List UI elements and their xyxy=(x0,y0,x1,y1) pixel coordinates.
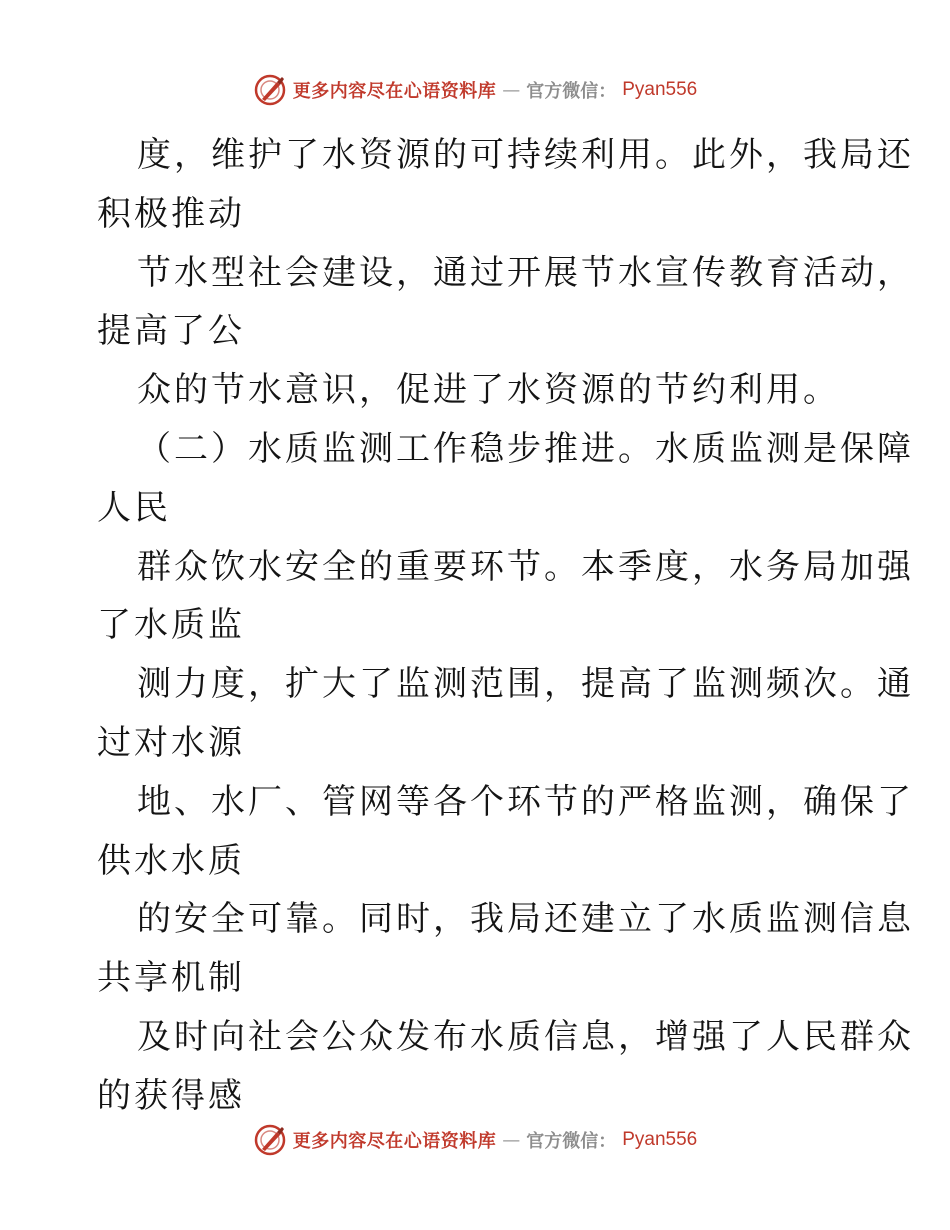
watermark-text: 更多内容尽在心语资料库 xyxy=(292,81,497,102)
watermark-separator: — xyxy=(502,1129,521,1151)
header-watermark xyxy=(0,70,950,110)
text-line: 众的节水意识，促进了水资源的节约利用。 xyxy=(137,370,840,411)
text-line: 提高了公 xyxy=(97,311,245,352)
footer-watermark xyxy=(0,1120,950,1160)
text-line: 度，维护了水资源的可持续利用。此外，我局还 xyxy=(137,135,914,175)
text-line: 地、水厂、管网等各个环节的严格监测，确保了 xyxy=(137,781,914,822)
text-line: 的安全可靠。同时，我局还建立了水质监测信息 xyxy=(137,899,914,940)
text-line: 人民 xyxy=(97,487,171,528)
quill-pen-logo-icon xyxy=(253,73,287,107)
text-line: 测力度，扩大了监测范围，提高了监测频次。通 xyxy=(137,664,914,705)
text-line: 的获得感 xyxy=(97,1075,245,1116)
watermark-wechat-id: Pyan556 xyxy=(622,1129,698,1150)
watermark-separator: — xyxy=(502,79,521,101)
text-line: 共享机制 xyxy=(97,958,245,999)
quill-pen-logo-icon xyxy=(253,1123,287,1157)
text-line: 及时向社会公众发布水质信息，增强了人民群众 xyxy=(137,1016,914,1057)
text-line: 积极推动 xyxy=(97,193,245,234)
watermark-official-label: 官方微信： xyxy=(526,81,617,102)
text-line: 群众饮水安全的重要环节。本季度，水务局加强 xyxy=(137,546,914,587)
text-line: 节水型社会建设，通过开展节水宣传教育活动， xyxy=(137,252,914,293)
body-text xyxy=(97,126,914,1126)
watermark-text: 更多内容尽在心语资料库 xyxy=(292,1131,497,1152)
text-line: （二）水质监测工作稳步推进。水质监测是保障 xyxy=(137,428,914,469)
watermark-wechat-id: Pyan556 xyxy=(622,79,698,100)
text-line: 过对水源 xyxy=(97,722,245,763)
watermark-official-label: 官方微信： xyxy=(526,1131,617,1152)
text-line: 供水水质 xyxy=(97,840,245,881)
text-line: 了水质监 xyxy=(97,605,245,646)
